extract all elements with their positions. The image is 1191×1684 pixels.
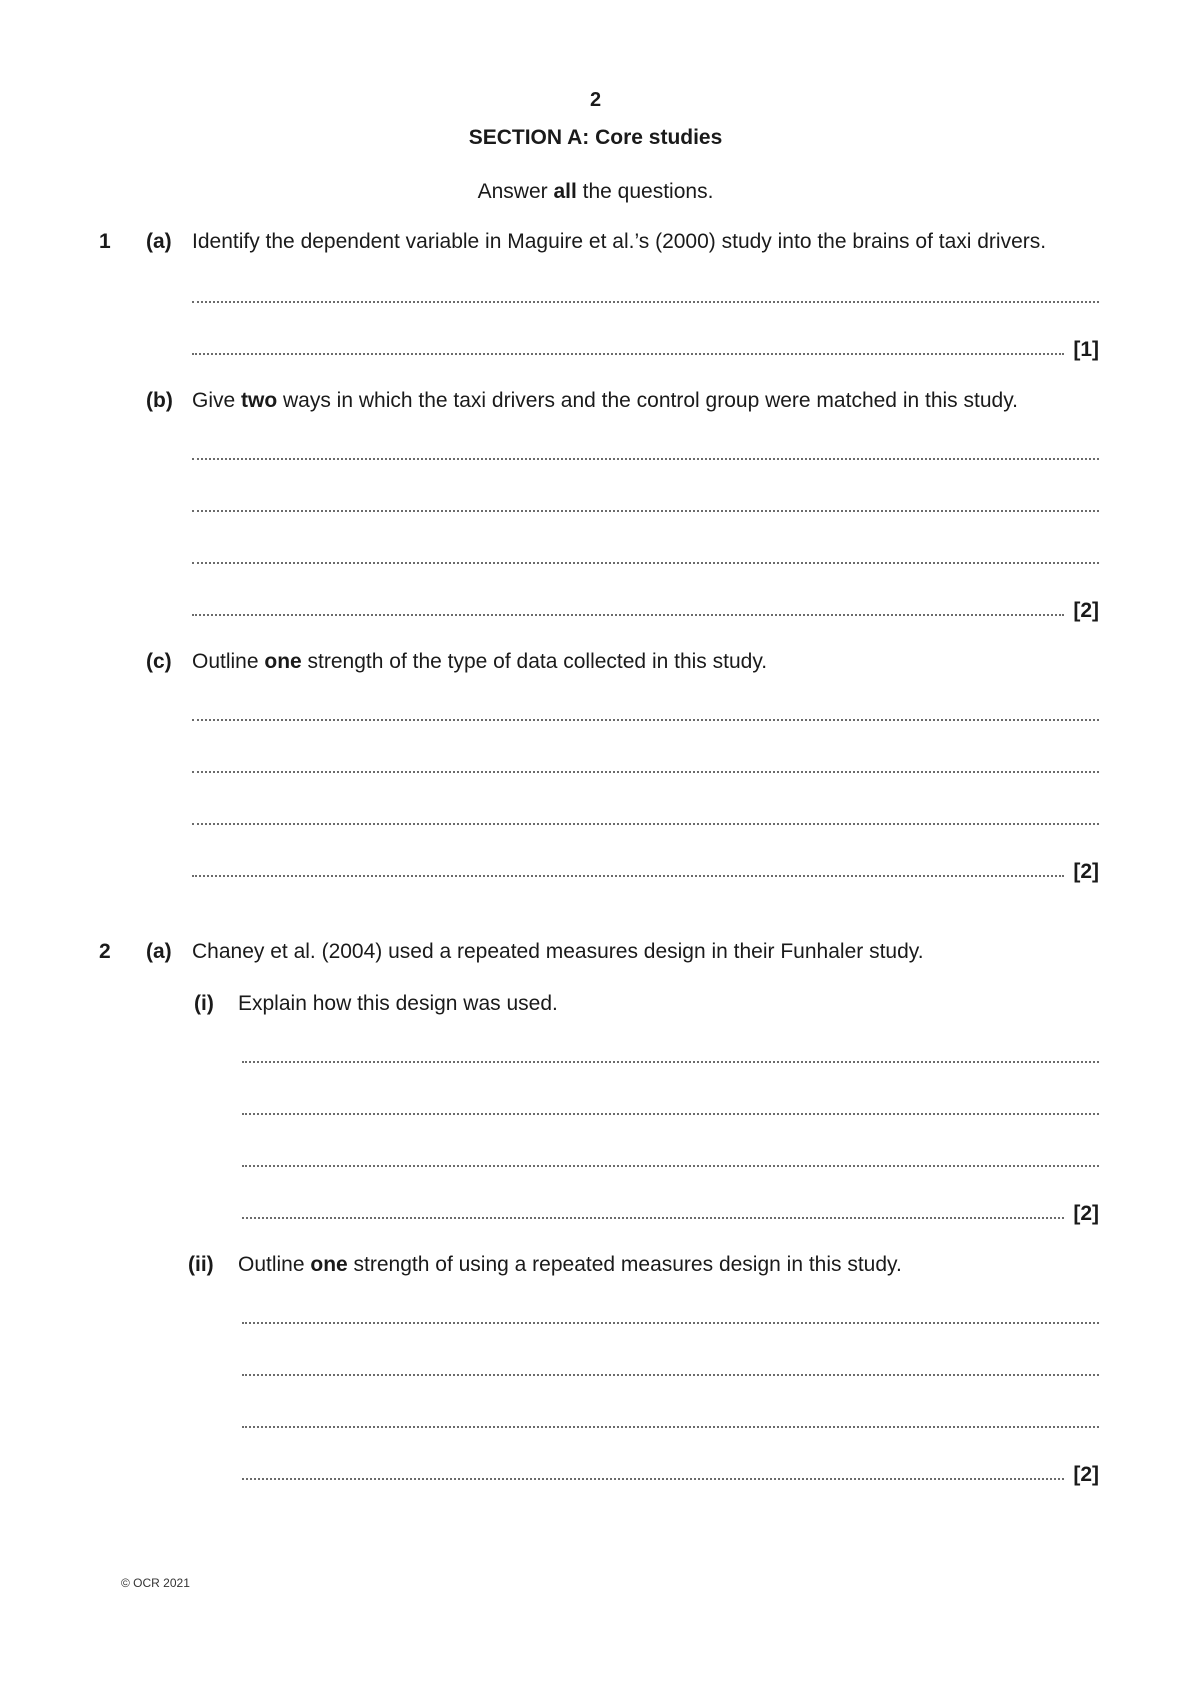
answer-line-1c-2[interactable] xyxy=(192,771,1099,773)
copyright-footer: © OCR 2021 xyxy=(121,1576,190,1590)
question-2a-label: (a) xyxy=(146,940,172,963)
instruction-pre: Answer xyxy=(477,180,554,203)
question-1c-text xyxy=(192,650,767,674)
page-number: 2 xyxy=(589,89,602,111)
answer-line-2ai-4[interactable] xyxy=(242,1217,1064,1219)
question-2ai-text: Explain how this design was used. xyxy=(238,992,558,1015)
question-2aii-text xyxy=(238,1253,902,1277)
answer-line-2aii-2[interactable] xyxy=(242,1374,1099,1376)
question-2aii-post: strength of using a repeated measures design in this study. xyxy=(347,1253,902,1276)
question-1c-bold: one xyxy=(264,650,302,673)
answer-line-1b-2[interactable] xyxy=(192,510,1099,512)
question-2aii-pre: Outline xyxy=(238,1253,311,1276)
answer-line-1a-2[interactable] xyxy=(192,353,1064,355)
question-1a-label: (a) xyxy=(146,230,172,253)
answer-line-1c-1[interactable] xyxy=(192,719,1099,721)
marks-1b: [2] xyxy=(1073,599,1099,622)
instructions xyxy=(0,180,1191,204)
question-1b-label: (b) xyxy=(146,389,173,412)
marks-2ai: [2] xyxy=(1073,1202,1099,1225)
answer-line-1b-1[interactable] xyxy=(192,458,1099,460)
question-1b-post: ways in which the taxi drivers and the control group were matched in this study. xyxy=(277,389,1018,412)
instruction-bold: all xyxy=(553,180,577,203)
question-1b-bold: two xyxy=(241,389,278,412)
question-1b-text xyxy=(192,389,1018,413)
question-2aii-bold: one xyxy=(310,1253,348,1276)
answer-line-1c-3[interactable] xyxy=(192,823,1099,825)
question-1a-text: Identify the dependent variable in Maguire et al.’s (2000) study into the brains of taxi drivers. xyxy=(192,230,1047,253)
answer-line-2aii-3[interactable] xyxy=(242,1426,1099,1428)
answer-line-1a-1[interactable] xyxy=(192,301,1099,303)
section-title: SECTION A: Core studies xyxy=(468,126,723,149)
instruction-post: the questions. xyxy=(576,180,714,203)
marks-2aii: [2] xyxy=(1073,1463,1099,1486)
answer-line-2ai-1[interactable] xyxy=(242,1061,1099,1063)
question-1b-pre: Give xyxy=(192,389,242,412)
question-1c-pre: Outline xyxy=(192,650,265,673)
marks-1a: [1] xyxy=(1073,338,1099,361)
answer-line-2ai-3[interactable] xyxy=(242,1165,1099,1167)
answer-line-1b-4[interactable] xyxy=(192,614,1064,616)
question-2-number: 2 xyxy=(99,940,111,963)
question-1c-post: strength of the type of data collected in this study. xyxy=(301,650,768,673)
marks-1c: [2] xyxy=(1073,860,1099,883)
question-2a-text: Chaney et al. (2004) used a repeated measures design in their Funhaler study. xyxy=(192,940,924,963)
answer-line-1b-3[interactable] xyxy=(192,562,1099,564)
answer-line-2ai-2[interactable] xyxy=(242,1113,1099,1115)
answer-line-2aii-1[interactable] xyxy=(242,1322,1099,1324)
answer-line-1c-4[interactable] xyxy=(192,875,1064,877)
question-2aii-label: (ii) xyxy=(188,1253,214,1276)
question-2ai-label: (i) xyxy=(194,992,214,1015)
answer-line-2aii-4[interactable] xyxy=(242,1478,1064,1480)
question-1c-label: (c) xyxy=(146,650,172,673)
question-1-number: 1 xyxy=(99,230,111,253)
